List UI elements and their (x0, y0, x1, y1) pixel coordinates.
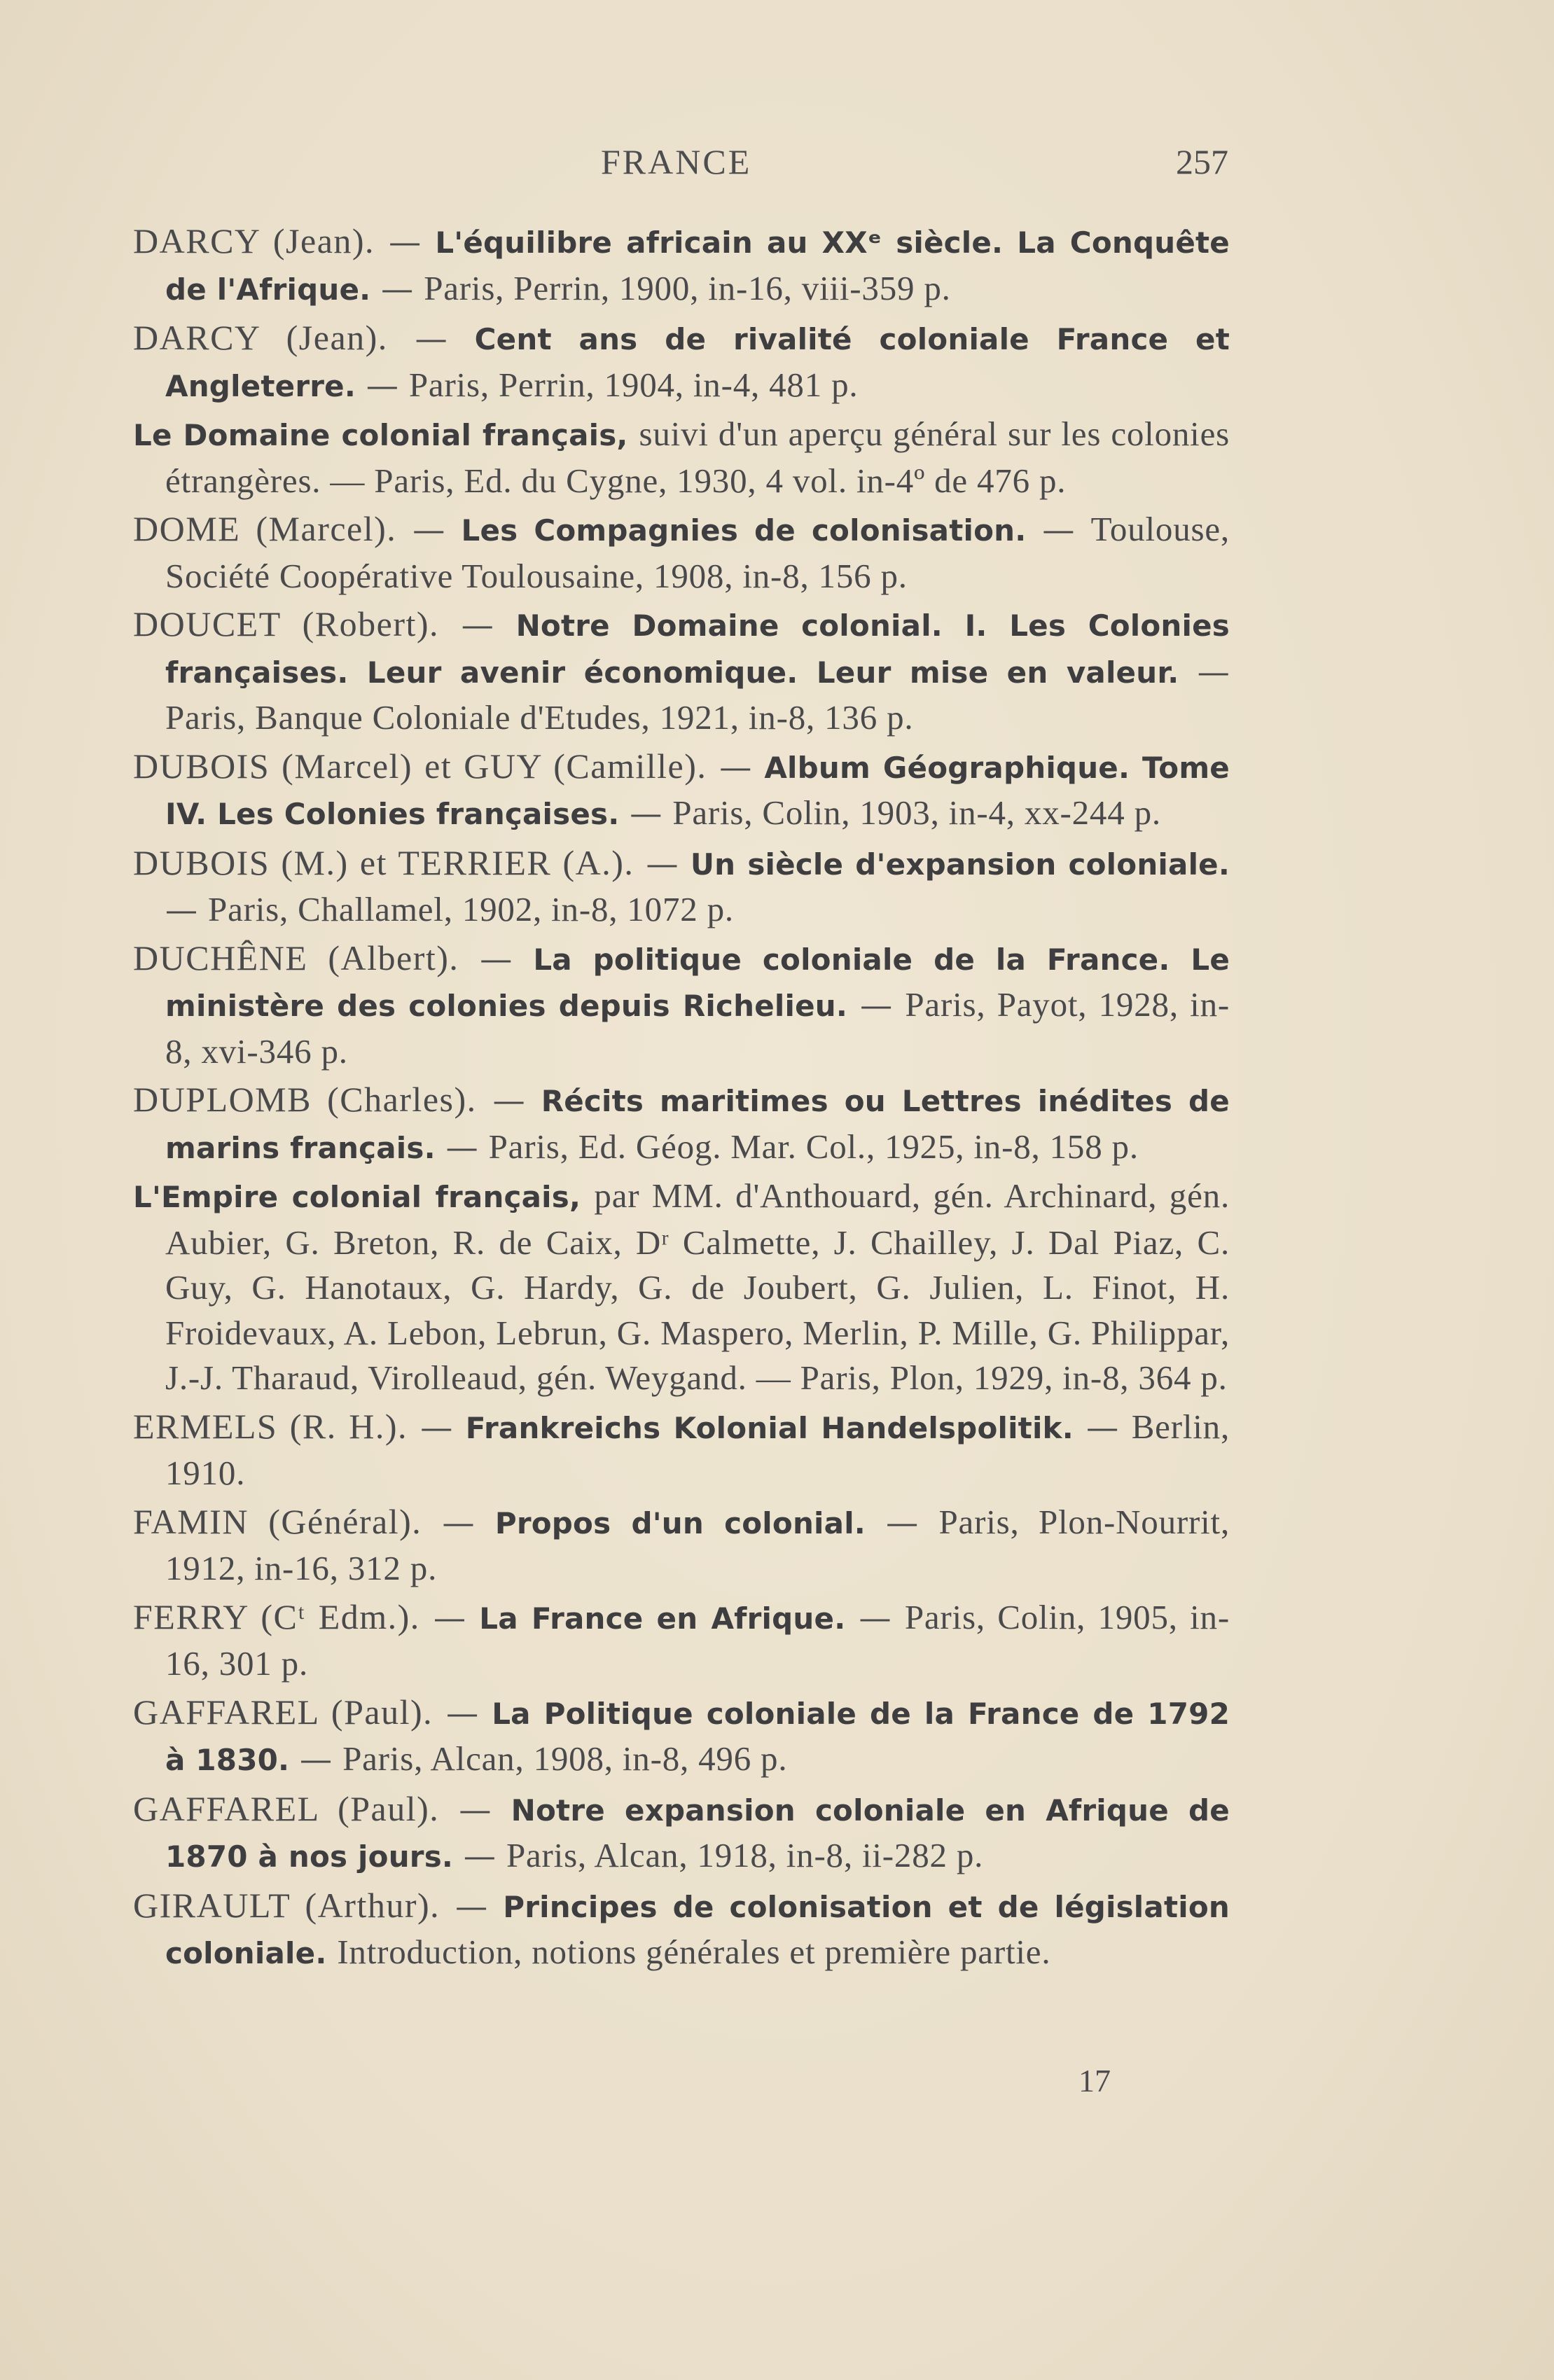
bibliography-entry (133, 412, 1230, 503)
entry-author: DUBOIS (M.) et TERRIER (A.). (133, 842, 634, 882)
bibliography-entry: GAFFAREL (Paul). — Notre expansion coloniale en Afrique de 1870 à nos jours. — Paris, Alcan, 1918, in-8, ii-282 p. (133, 1788, 1230, 1874)
entry-publication: Paris, Challamel, 1902, in-8, 1072 p. (208, 890, 734, 928)
entry-author: FERRY (Cᵗ Edm.). (133, 1596, 420, 1636)
bibliography-entry: FAMIN (Général). — Propos d'un colonial. — Paris, Plon-Nourrit, 1912, in-16, 312 p. (133, 1501, 1230, 1587)
entry-title: Cent ans de rivalité coloniale France et Angleterre. (165, 322, 1230, 403)
entry-title: L'Empire colonial français, (133, 1180, 581, 1214)
entry-publication: Paris, Colin, 1903, in-4, xx-244 p. (672, 793, 1161, 832)
entry-author: FAMIN (Général). (133, 1501, 422, 1541)
entry-title: Album Géographique. Tome IV. Les Colonies françaises. (165, 750, 1230, 831)
bibliography-entry: DARCY (Jean). — Cent ans de rivalité coloniale France et Angleterre. — Paris, Perrin, 1904, in-4, 481 p. (133, 318, 1230, 404)
entry-author: DUCHÊNE (Albert). (133, 938, 459, 977)
entry-publication: Toulouse, Société Coopérative Toulousaine, 1908, in-8, 156 p. (165, 510, 1230, 595)
entry-publication: Paris, Colin, 1905, in-16, 301 p. (165, 1597, 1230, 1683)
entry-publication: Paris, Perrin, 1904, in-4, 481 p. (408, 365, 859, 404)
entry-author: DARCY (Jean). (133, 318, 388, 357)
bibliography-entry: GIRAULT (Arthur). — Principes de colonisation et de législation coloniale. Introduction, notions générales et première partie. (133, 1885, 1230, 1971)
bibliography-entry: DOUCET (Robert). — Notre Domaine colonial. I. Les Colonies françaises. Leur avenir économique. Leur mise en valeur. — Paris, Banque Coloniale d'Etudes, 1921, in-8, 136 p. (133, 604, 1230, 737)
entry-title: Notre expansion coloniale en Afrique de 1870 à nos jours. (165, 1793, 1230, 1874)
entry-title: Récits maritimes ou Lettres inédites de marins français. (165, 1084, 1230, 1165)
entry-publication: Paris, Ed. Géog. Mar. Col., 1925, in-8, 158 p. (488, 1127, 1139, 1166)
entry-author: GIRAULT (Arthur). (133, 1885, 440, 1925)
bibliography-entry: DARCY (Jean). — L'équilibre africain au XXᵉ siècle. La Conquête de l'Afrique. — Paris, Perrin, 1900, in-16, viii-359 p. (133, 221, 1230, 307)
bibliography-entry: FERRY (Cᵗ Edm.). — La France en Afrique. — Paris, Colin, 1905, in-16, 301 p. (133, 1596, 1230, 1683)
entry-publication: Berlin, 1910. (165, 1407, 1230, 1492)
entry-author: DOUCET (Robert). (133, 604, 440, 643)
entry-author: ERMELS (R. H.). (133, 1406, 408, 1446)
entry-author: DOME (Marcel). (133, 509, 397, 548)
bibliography-entry: ERMELS (R. H.). — Frankreichs Kolonial Handelspolitik. — Berlin, 1910. (133, 1406, 1230, 1492)
bibliography-entry: DUPLOMB (Charles). — Récits maritimes ou Lettres inédites de marins français. — Paris, Ed. Géog. Mar. Col., 1925, in-8, 158 p. (133, 1080, 1230, 1166)
entry-publication: Paris, Banque Coloniale d'Etudes, 1921, in-8, 136 p. (165, 698, 914, 737)
entry-title: Le Domaine colonial français, (133, 418, 628, 452)
bibliography-list (133, 218, 1230, 1979)
bibliography-entry: DUCHÊNE (Albert). — La politique coloniale de la France. Le ministère des colonies depuis Richelieu. — Paris, Payot, 1928, in-8, xvi-346 p. (133, 938, 1230, 1071)
entry-author: GAFFAREL (Paul). (133, 1788, 440, 1828)
entry-publication: Introduction, notions générales et première partie. (337, 1933, 1051, 1971)
entry-author: DARCY (Jean). (133, 221, 375, 260)
entry-publication: Paris, Payot, 1928, in-8, xvi-346 p. (165, 985, 1230, 1071)
entry-title: La Politique coloniale de la France de 1792 à 1830. (165, 1696, 1230, 1777)
entry-title: Principes de colonisation et de législation coloniale. (165, 1889, 1230, 1970)
entry-title: Notre Domaine colonial. I. Les Colonies françaises. Leur avenir économique. Leur mise en valeur. (165, 608, 1230, 690)
bibliography-entry (133, 1174, 1230, 1401)
signature-mark: 17 (1078, 2063, 1111, 2099)
entry-author: DUBOIS (Marcel) et GUY (Camille). (133, 746, 707, 786)
entry-author: DUPLOMB (Charles). (133, 1080, 477, 1119)
bibliography-entry: DOME (Marcel). — Les Compagnies de colonisation. — Toulouse, Société Coopérative Toulousaine, 1908, in-8, 156 p. (133, 509, 1230, 595)
running-header (0, 141, 1554, 190)
entry-publication: par MM. d'Anthouard, gén. Archinard, gén. Aubier, G. Breton, R. de Caix, Dʳ Calmette, J. Chailley, J. Dal Piaz, C. Guy, G. Hanotaux, G. Hardy, G. de Joubert, G. Julien, L. Finot, H. Froidevaux, A. Lebon, Lebrun, G. Maspero, Merlin, P. Mille, G. Philippar, J.-J. Tharaud, Virolleaud, gén. Weygand. — Paris, Plon, 1929, in-8, 364 p. (165, 1176, 1230, 1397)
entry-title: Les Compagnies de colonisation. (461, 513, 1027, 548)
entry-publication: Paris, Perrin, 1900, in-16, viii-359 p. (424, 268, 951, 307)
entry-title: Frankreichs Kolonial Handelspolitik. (465, 1410, 1074, 1445)
entry-publication: Paris, Alcan, 1918, in-8, ii-282 p. (506, 1836, 984, 1874)
bibliography-entry: DUBOIS (M.) et TERRIER (A.). — Un siècle d'expansion coloniale. — Paris, Challamel, 1902, in-8, 1072 p. (133, 842, 1230, 928)
entry-title: La France en Afrique. (479, 1601, 846, 1636)
entry-title: Propos d'un colonial. (494, 1505, 866, 1540)
entry-publication: suivi d'un aperçu général sur les colonies étrangères. — Paris, Ed. du Cygne, 1930, 4 vol. in-4º de 476 p. (165, 415, 1230, 500)
running-title: FRANCE (601, 142, 752, 181)
entry-title: Un siècle d'expansion coloniale. (690, 847, 1230, 882)
entry-publication: Paris, Alcan, 1908, in-8, 496 p. (342, 1739, 788, 1778)
page-number: 257 (1176, 142, 1228, 181)
entry-publication: Paris, Plon-Nourrit, 1912, in-16, 312 p. (165, 1502, 1230, 1587)
bibliography-entry: GAFFAREL (Paul). — La Politique coloniale de la France de 1792 à 1830. — Paris, Alcan, 1908, in-8, 496 p. (133, 1692, 1230, 1778)
entry-title: L'équilibre africain au XXᵉ siècle. La Conquête de l'Afrique. (165, 225, 1230, 307)
bibliography-entry: DUBOIS (Marcel) et GUY (Camille). — Album Géographique. Tome IV. Les Colonies françaises. — Paris, Colin, 1903, in-4, xx-244 p. (133, 746, 1230, 832)
entry-title: La politique coloniale de la France. Le ministère des colonies depuis Richelieu. (165, 942, 1230, 1023)
entry-author: GAFFAREL (Paul). (133, 1692, 433, 1732)
